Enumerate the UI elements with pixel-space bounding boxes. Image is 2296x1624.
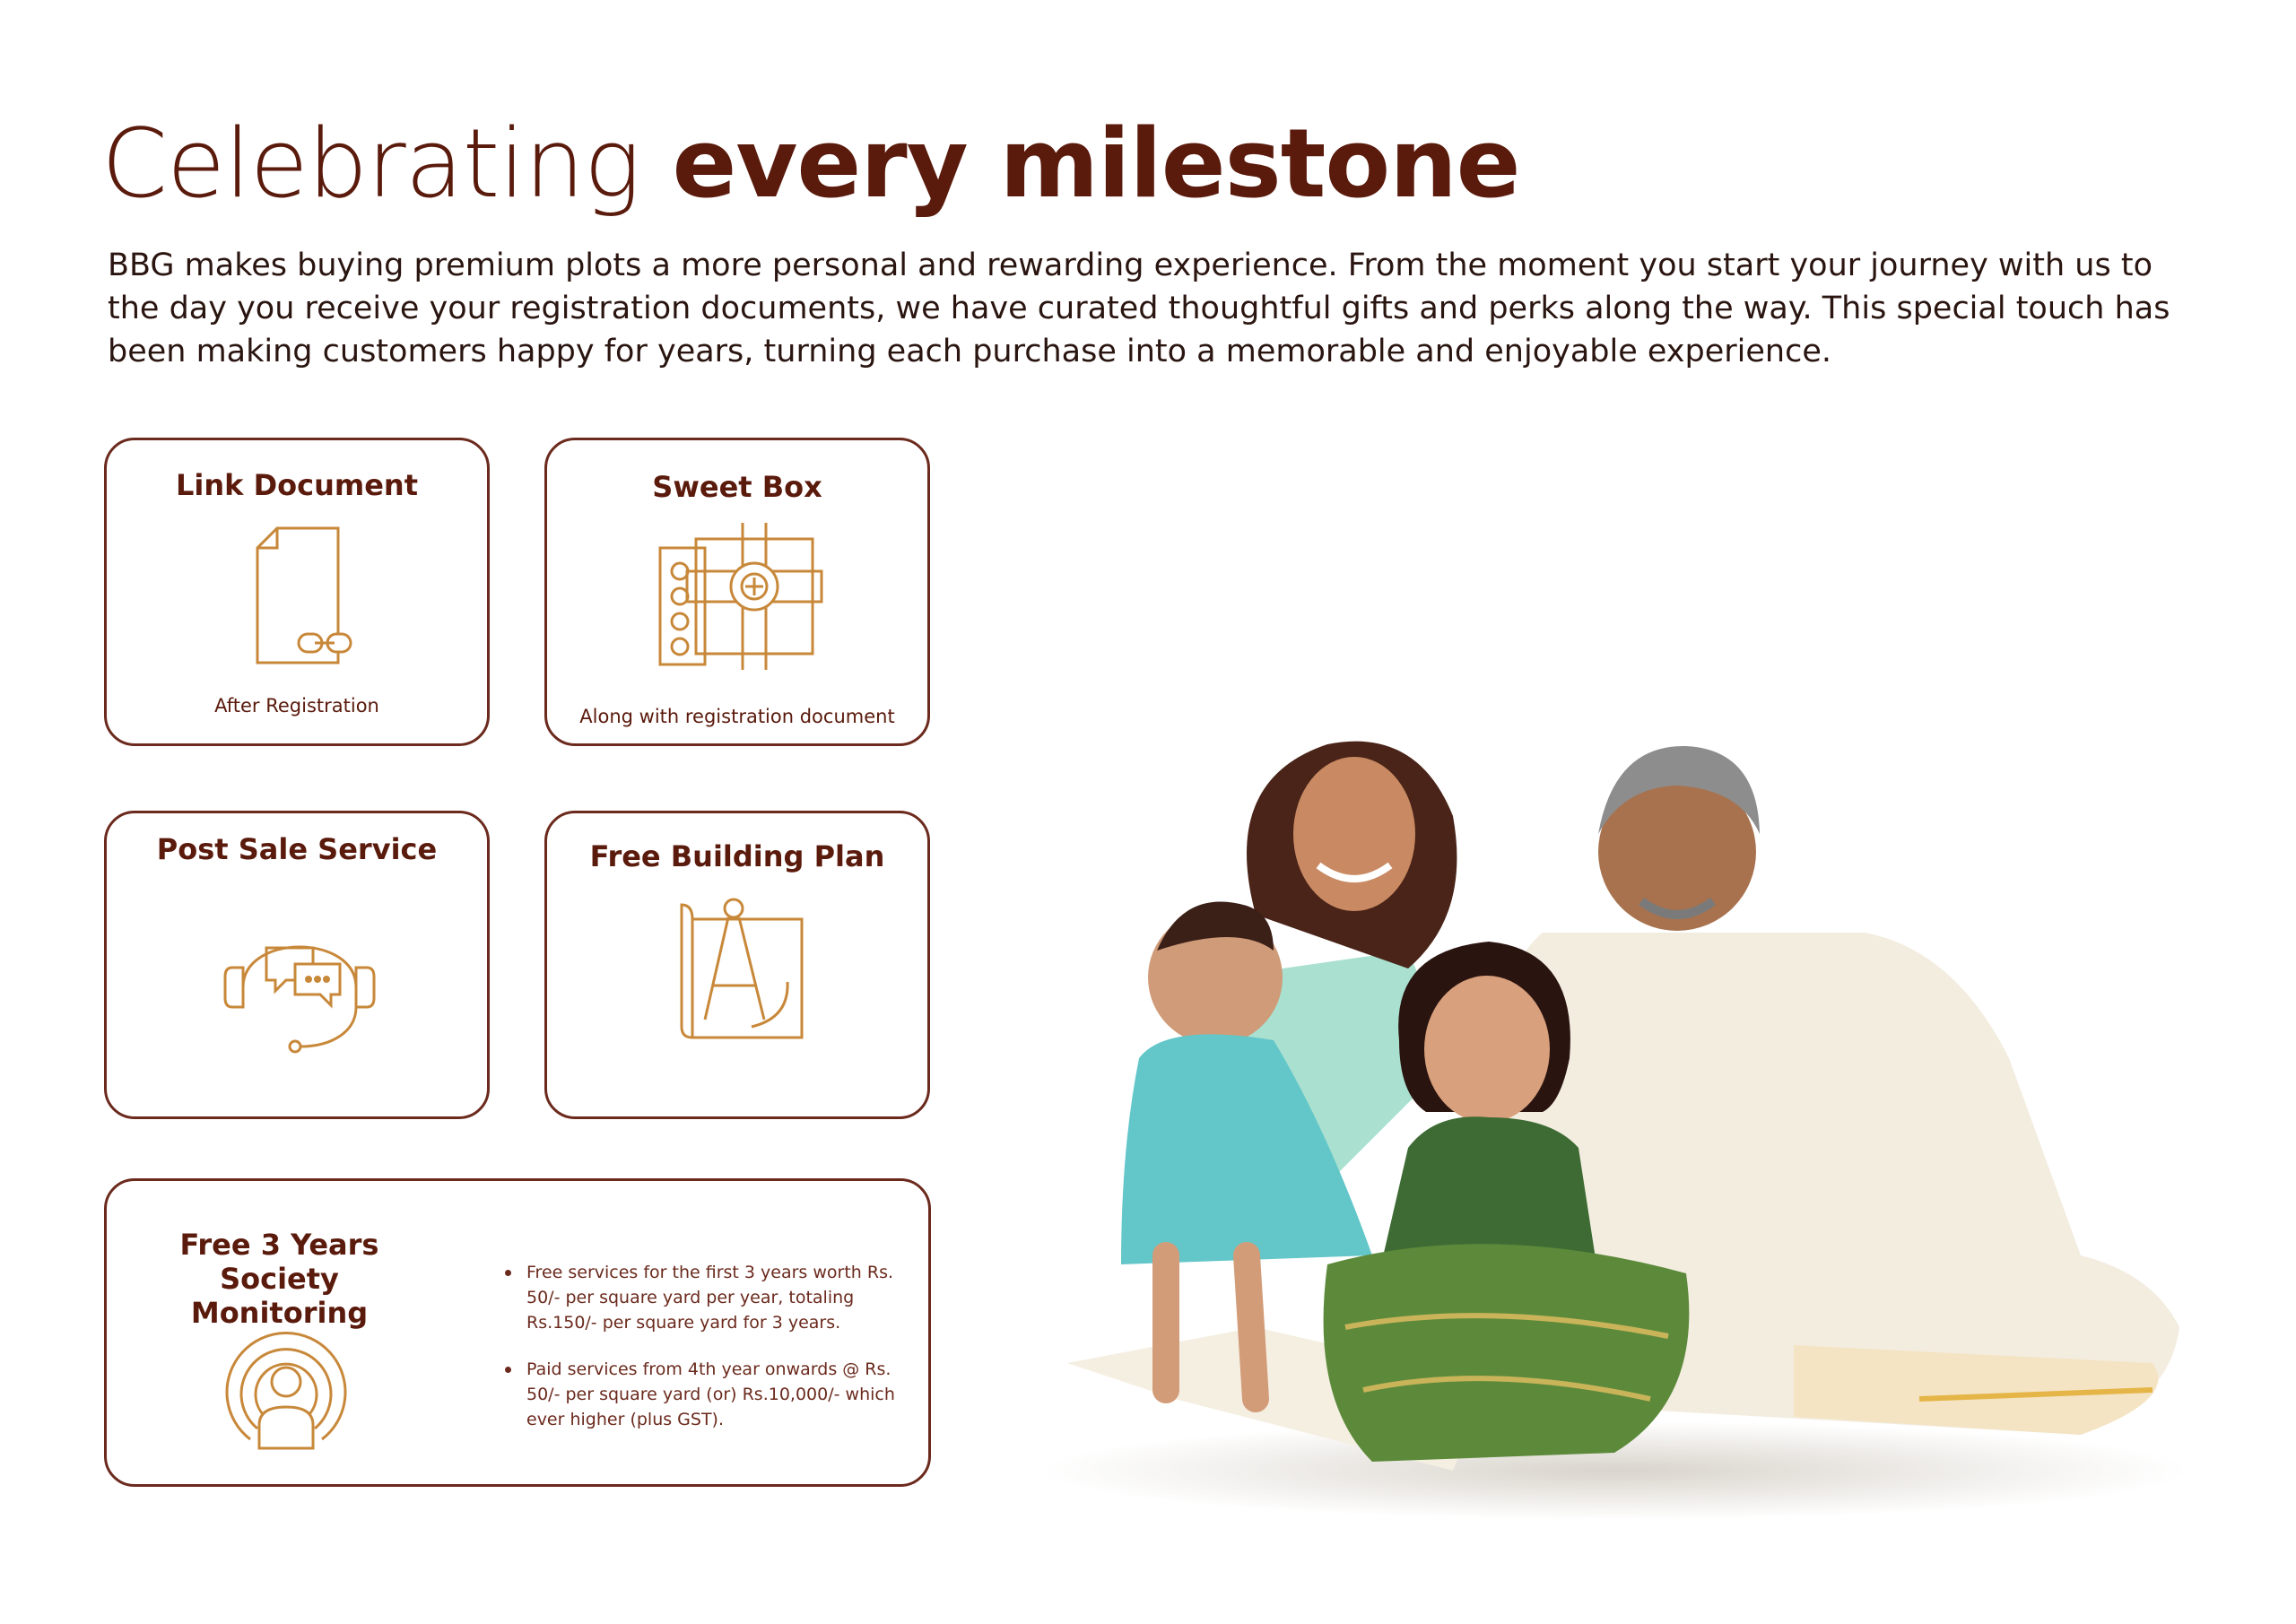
card-link-document	[104, 438, 490, 746]
card-free-building-plan	[544, 811, 930, 1119]
gift-box-icon	[653, 521, 832, 673]
list-item: Free services for the first 3 years worth Rs. 50/- per square yard per year, totaling Rs.150/- per square yard for 3 years.	[501, 1260, 905, 1335]
card-caption: After Registration	[214, 695, 379, 716]
card-title: Free Building Plan	[589, 839, 885, 873]
list-item: Paid services from 4th year onwards @ Rs. 50/- per square yard (or) Rs.10,000/- which ever higher (plus GST).	[501, 1357, 905, 1432]
monitoring-bullets	[501, 1260, 905, 1454]
card-title: Link Document	[176, 468, 418, 502]
card-caption: Along with registration document	[579, 706, 895, 727]
document-link-icon	[230, 519, 374, 681]
family-photo	[987, 682, 2224, 1537]
page-title	[101, 106, 1520, 222]
blueprint-compass-icon	[665, 892, 818, 1045]
page-title-light: Celebrating	[101, 109, 640, 219]
card-title: Post Sale Service	[156, 832, 438, 866]
card-title-line1: Free 3 Years	[179, 1228, 379, 1262]
card-society-monitoring	[104, 1178, 931, 1487]
card-post-sale-service	[104, 811, 490, 1119]
intro-paragraph: BBG makes buying premium plots a more personal and rewarding experience. From the moment you start your journey with us to the day you receive your registration documents, we have curated thoughtful gifts and perks along the way. This special touch has been making customers happy for years, turning each purchase into a memorable and enjoyable experience.	[108, 248, 2170, 369]
card-title-line2: Society Monitoring	[190, 1262, 369, 1330]
headset-chat-icon	[223, 898, 376, 1059]
card-title: Sweet Box	[652, 470, 822, 504]
page-title-bold: every milestone	[672, 109, 1520, 219]
card-sweet-box	[544, 438, 930, 746]
broadcast-person-icon	[214, 1314, 358, 1457]
